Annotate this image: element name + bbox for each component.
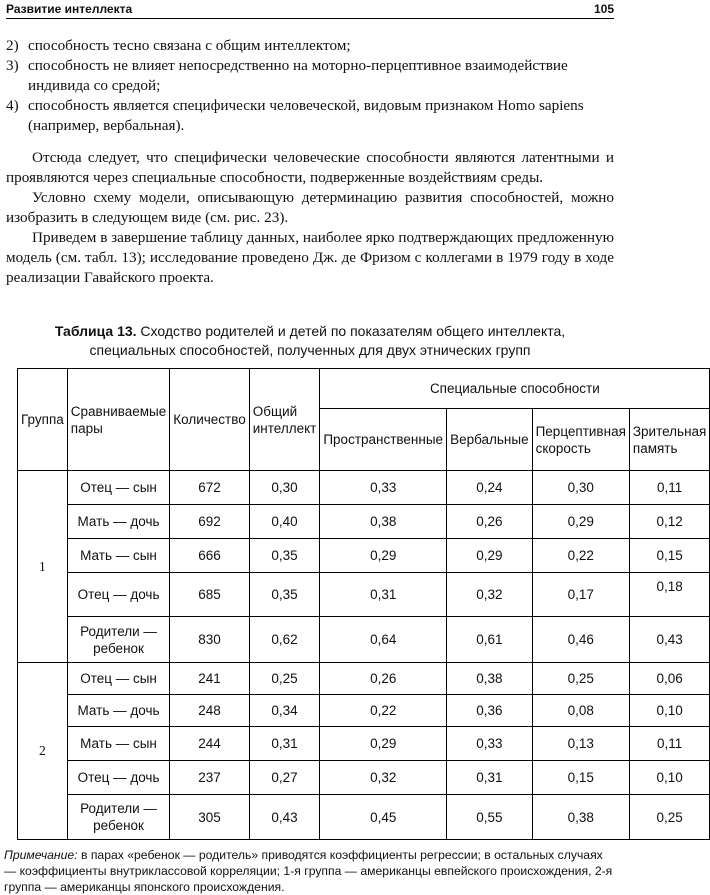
paragraph: Условно схему модели, описывающую детерминацию развития способностей, можно изобразить в следующем виде (см. рис. 23).: [6, 189, 614, 226]
visual-cell: 0,15: [629, 539, 709, 573]
list-item: [6, 36, 614, 56]
spatial-cell: 0,26: [320, 663, 447, 695]
verbal-cell: 0,31: [447, 761, 533, 795]
table-row: [18, 539, 710, 573]
spatial-cell: 0,31: [320, 573, 447, 617]
spatial-cell: 0,32: [320, 761, 447, 795]
header-pairs: Сравниваемые пары: [67, 369, 169, 471]
perceptual-cell: 0,17: [532, 573, 629, 617]
list-item: [6, 56, 614, 96]
general-cell: 0,35: [249, 539, 320, 573]
pair-cell: Мать — сын: [67, 727, 169, 761]
pair-cell: Отец — дочь: [67, 761, 169, 795]
general-cell: 0,25: [249, 663, 320, 695]
count-cell: 241: [170, 663, 250, 695]
table-row: [18, 573, 710, 617]
count-cell: 244: [170, 727, 250, 761]
table-row: [18, 663, 710, 695]
pair-cell: Отец — сын: [67, 663, 169, 695]
header-group: Группа: [18, 369, 68, 471]
perceptual-cell: 0,22: [532, 539, 629, 573]
verbal-cell: 0,32: [447, 573, 533, 617]
table-caption: [10, 322, 610, 360]
numbered-list: [6, 36, 614, 136]
spatial-cell: 0,64: [320, 617, 447, 663]
page-number: 105: [593, 2, 614, 16]
header-count: Количество: [170, 369, 250, 471]
table-row: [18, 505, 710, 539]
visual-cell: 0,10: [629, 761, 709, 795]
header-general-intellect: Общий интеллект: [249, 369, 320, 471]
pair-cell: Отец — сын: [67, 471, 169, 505]
list-item-text: способность не влияет непосредственно на моторно-перцептивное взаимодействие индивида со средой;: [28, 57, 568, 94]
running-header-title: Развитие интеллекта: [6, 2, 133, 16]
spatial-cell: 0,38: [320, 505, 447, 539]
data-table: [17, 368, 710, 840]
perceptual-cell: 0,46: [532, 617, 629, 663]
verbal-cell: 0,38: [447, 663, 533, 695]
perceptual-cell: 0,08: [532, 695, 629, 727]
verbal-cell: 0,55: [447, 795, 533, 840]
note-label: Примечание:: [4, 848, 78, 862]
visual-cell: 0,12: [629, 505, 709, 539]
list-item-text: способность тесно связана с общим интеллектом;: [28, 37, 351, 54]
visual-cell: 0,11: [629, 471, 709, 505]
group-label: 2: [18, 663, 68, 840]
visual-cell: 0,11: [629, 727, 709, 761]
spatial-cell: 0,45: [320, 795, 447, 840]
general-cell: 0,40: [249, 505, 320, 539]
general-cell: 0,34: [249, 695, 320, 727]
visual-cell: 0,25: [629, 795, 709, 840]
table-note: [4, 847, 616, 895]
count-cell: 305: [170, 795, 250, 840]
spatial-cell: 0,33: [320, 471, 447, 505]
pair-cell: Мать — дочь: [67, 695, 169, 727]
perceptual-cell: 0,15: [532, 761, 629, 795]
table-row: [18, 761, 710, 795]
count-cell: 685: [170, 573, 250, 617]
running-header: [6, 0, 614, 19]
paragraph: Приведем в завершение таблицу данных, наиболее ярко подтверждающих предложенную модель (см. табл. 13); исследование проведено Дж. де Фризом с коллегами в 1979 году в ходе реализации Гавайского проекта.: [6, 229, 614, 286]
count-cell: 692: [170, 505, 250, 539]
table-caption-label: Таблица 13.: [54, 323, 137, 339]
verbal-cell: 0,36: [447, 695, 533, 727]
verbal-cell: 0,26: [447, 505, 533, 539]
verbal-cell: 0,29: [447, 539, 533, 573]
perceptual-cell: 0,13: [532, 727, 629, 761]
perceptual-cell: 0,25: [532, 663, 629, 695]
count-cell: 666: [170, 539, 250, 573]
list-item: [6, 96, 614, 136]
spatial-cell: 0,22: [320, 695, 447, 727]
list-item-number: 4): [6, 97, 19, 114]
table-row: [18, 727, 710, 761]
count-cell: 830: [170, 617, 250, 663]
perceptual-cell: 0,38: [532, 795, 629, 840]
pair-cell: Отец — дочь: [67, 573, 169, 617]
group-label: 1: [18, 471, 68, 663]
spatial-cell: 0,29: [320, 539, 447, 573]
count-cell: 248: [170, 695, 250, 727]
pair-cell: Родители — ребенок: [67, 795, 169, 840]
list-item-text: способность является специфически человеческой, видовым признаком Homo sapiens (например, вербальная).: [28, 97, 584, 134]
table-caption-text: Сходство родителей и детей по показателям общего интеллекта, специальных способностей, полученных для двух этнических групп: [89, 323, 566, 358]
table-row: [18, 795, 710, 840]
count-cell: 237: [170, 761, 250, 795]
general-cell: 0,43: [249, 795, 320, 840]
list-item-number: 3): [6, 57, 19, 74]
verbal-cell: 0,24: [447, 471, 533, 505]
verbal-cell: 0,61: [447, 617, 533, 663]
general-cell: 0,31: [249, 727, 320, 761]
table-row: [18, 617, 710, 663]
paragraph: Отсюда следует, что специфически человеческие способности являются латентными и проявляются через специальные способности, подверженные воздействиям среды.: [6, 149, 614, 186]
visual-cell: 0,43: [629, 617, 709, 663]
header-spatial: Пространственные: [320, 409, 447, 471]
pair-cell: Мать — дочь: [67, 505, 169, 539]
pair-cell: Родители — ребенок: [67, 617, 169, 663]
table-row: [18, 471, 710, 505]
table-row: [18, 695, 710, 727]
visual-cell: 0,18: [629, 573, 709, 617]
note-text: в парах «ребенок — родитель» приводятся коэффициенты регрессии; в остальных случаях — коэффициенты внутриклассовой корреляции; 1-я группа — американцы евпейского происхождения, 2-я группа — американцы японского происхождения.: [4, 848, 613, 894]
general-cell: 0,27: [249, 761, 320, 795]
general-cell: 0,30: [249, 471, 320, 505]
count-cell: 672: [170, 471, 250, 505]
pair-cell: Мать — сын: [67, 539, 169, 573]
spatial-cell: 0,29: [320, 727, 447, 761]
perceptual-cell: 0,29: [532, 505, 629, 539]
verbal-cell: 0,33: [447, 727, 533, 761]
list-item-number: 2): [6, 37, 19, 54]
perceptual-cell: 0,30: [532, 471, 629, 505]
header-visual-memory: Зрительная память: [629, 409, 709, 471]
header-verbal: Вербальные: [447, 409, 533, 471]
visual-cell: 0,10: [629, 695, 709, 727]
general-cell: 0,62: [249, 617, 320, 663]
visual-cell: 0,06: [629, 663, 709, 695]
header-special-abilities: Специальные способности: [320, 369, 710, 409]
body-paragraphs: [6, 148, 614, 288]
general-cell: 0,35: [249, 573, 320, 617]
header-perceptual-speed: Перцептивная скорость: [532, 409, 629, 471]
